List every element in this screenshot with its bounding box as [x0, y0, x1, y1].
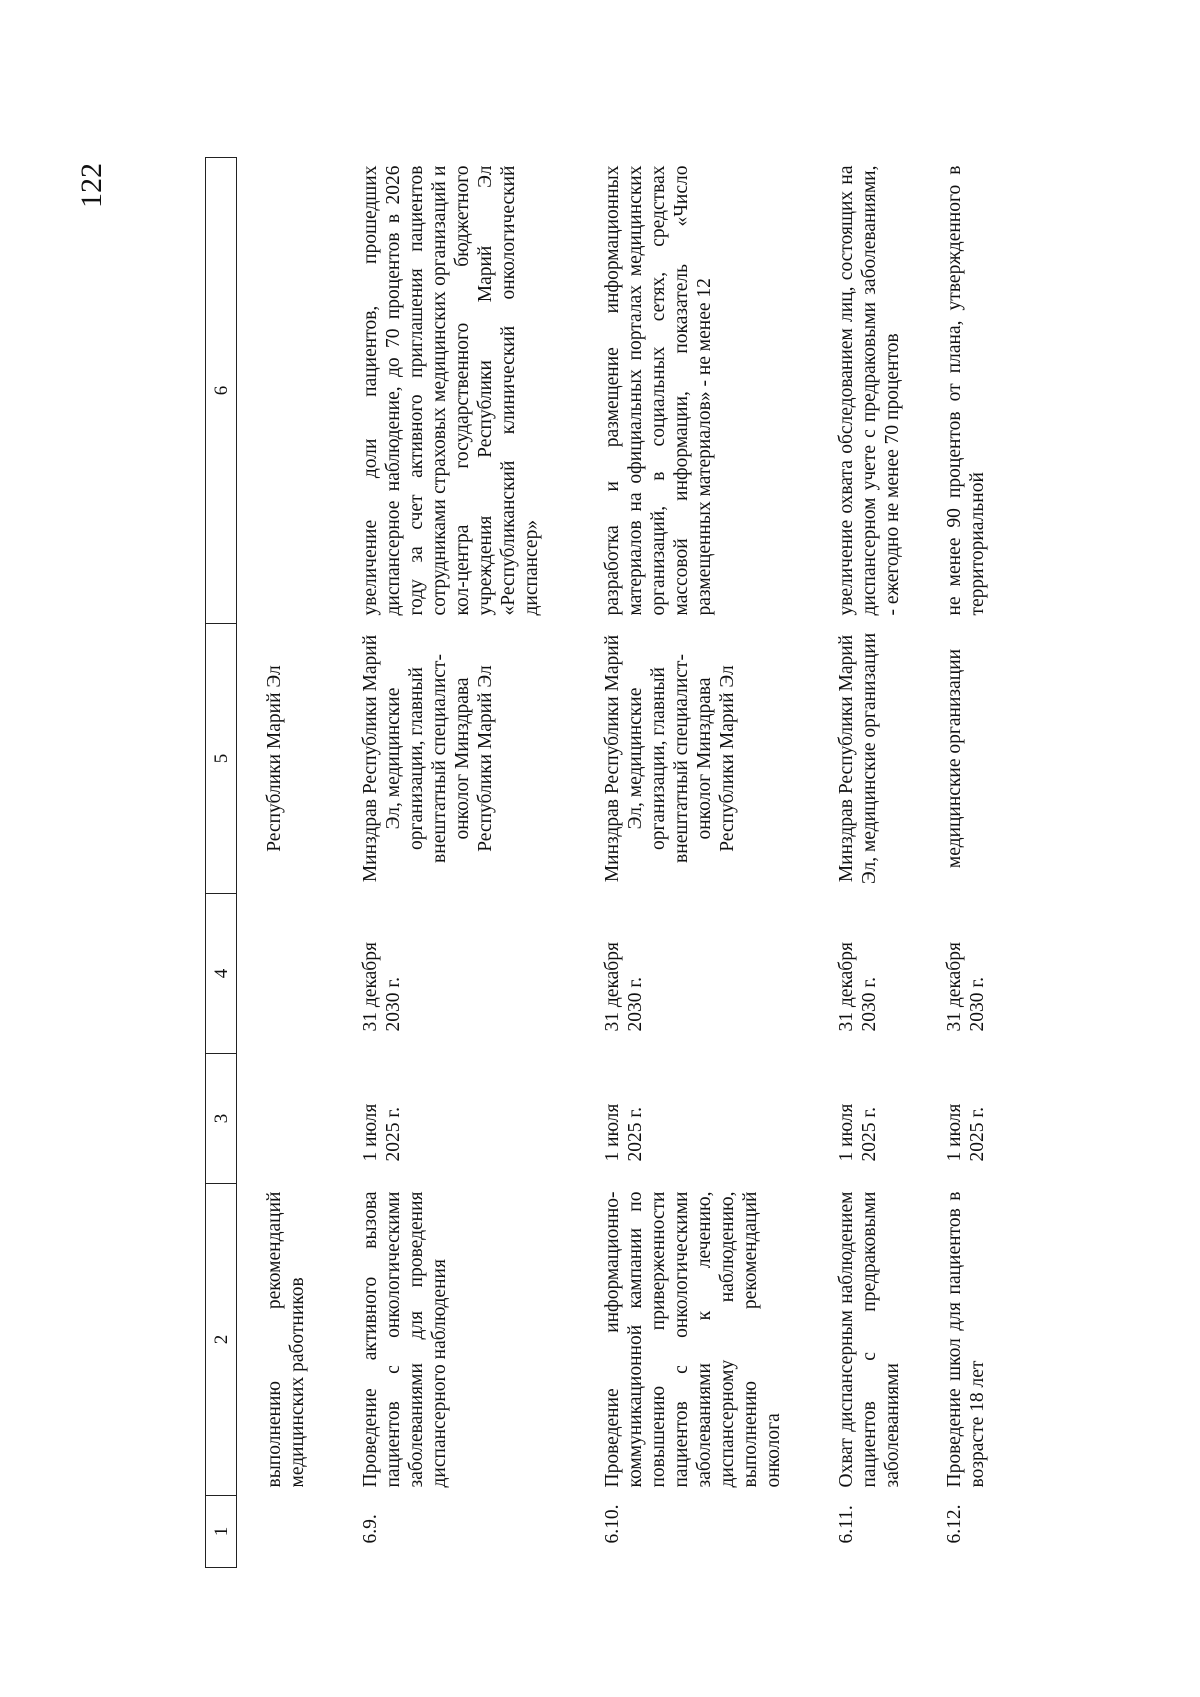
- row-responsible-cell: Республики Марий Эл: [264, 665, 285, 852]
- row-start-date-cell: 1 июля 2025 г.: [944, 1103, 988, 1162]
- row-responsible-cell: Минздрав Республики Марий Эл, медицинские организации, главный внештатный специалист-онколог Минздрава Республики Марий Эл: [602, 634, 738, 883]
- row-start-date-cell: 1 июля 2025 г.: [836, 1103, 880, 1162]
- table-header-row: [206, 158, 237, 1568]
- column-header: 1: [206, 1496, 237, 1568]
- row-start-date-cell: 1 июля 2025 г.: [602, 1103, 646, 1162]
- column-header: 2: [206, 1184, 237, 1496]
- row-responsible-cell: Минздрав Республики Марий Эл, медицинские организации: [836, 632, 880, 885]
- row-result-cell: увеличение доли пациентов, прошедших диспансерное наблюдение, до 70 процентов в 2026 году за счет активного приглашения пациентов сотрудниками страховых медицинских организаций и кол-центра государственного бюджетного учреждения Республики Марий Эл «Республиканский клинический онкологический диспансер»: [360, 165, 542, 616]
- row-result-cell: увеличение охвата обследованием лиц, состоящих на диспансерном учете с предраковыми заболеваниями, - ежегодно не менее 70 процентов: [836, 165, 903, 616]
- row-name-cell: выполнению рекомендаций медицинских работников: [264, 1191, 308, 1488]
- rotated-table-wrapper: [205, 158, 1035, 1568]
- table-row: [597, 158, 831, 1568]
- row-name-cell: Проведение информационно-коммуникационной кампании по повышению приверженности пациентов с онкологическими заболеваниями к лечению, диспансерному наблюдению, выполнению рекомендаций онколога: [602, 1191, 784, 1488]
- table-row: [939, 158, 1003, 1568]
- row-responsible-cell: Минздрав Республики Марий Эл, медицинские организации, главный внештатный специалист-онколог Минздрава Республики Марий Эл: [360, 634, 496, 883]
- row-responsible-cell: медицинские организации: [944, 648, 965, 869]
- row-name-cell: Проведение школ для пациентов в возрасте 18 лет: [944, 1191, 988, 1488]
- row-name-cell: Проведение активного вызова пациентов с онкологическими заболеваниями для проведения диспансерного наблюдения: [360, 1191, 450, 1488]
- column-header: 4: [206, 894, 237, 1054]
- page-number: 122: [75, 163, 108, 209]
- column-header: 5: [206, 624, 237, 894]
- row-end-date-cell: 31 декабря 2030 г.: [836, 942, 880, 1032]
- row-number-cell: 6.10.: [602, 1504, 623, 1544]
- row-number-cell: 6.9.: [360, 1514, 381, 1544]
- row-start-date-cell: 1 июля 2025 г.: [360, 1103, 404, 1162]
- row-number-cell: 6.12.: [944, 1504, 965, 1544]
- table-row: [831, 158, 939, 1568]
- row-number-cell: 6.11.: [836, 1505, 857, 1544]
- row-end-date-cell: 31 декабря 2030 г.: [360, 942, 404, 1032]
- column-header: 6: [206, 158, 237, 624]
- action-plan-table: [205, 157, 1003, 1568]
- row-name-cell: Охват диспансерным наблюдением пациентов с предраковыми заболеваниями: [836, 1191, 903, 1488]
- row-end-date-cell: 31 декабря 2030 г.: [944, 942, 988, 1032]
- row-result-cell: не менее 90 процентов от плана, утвержденного в территориальной: [944, 165, 988, 616]
- table-row: [329, 158, 597, 1568]
- row-end-date-cell: 31 декабря 2030 г.: [602, 942, 646, 1032]
- row-result-cell: разработка и размещение информационных материалов на официальных порталах медицинских организаций, в социальных сетях, средствах массовой информации, показатель «Число размещенных материалов» - не менее 12: [602, 165, 715, 616]
- column-header: 3: [206, 1054, 237, 1184]
- table-row-continuation: [237, 158, 330, 1568]
